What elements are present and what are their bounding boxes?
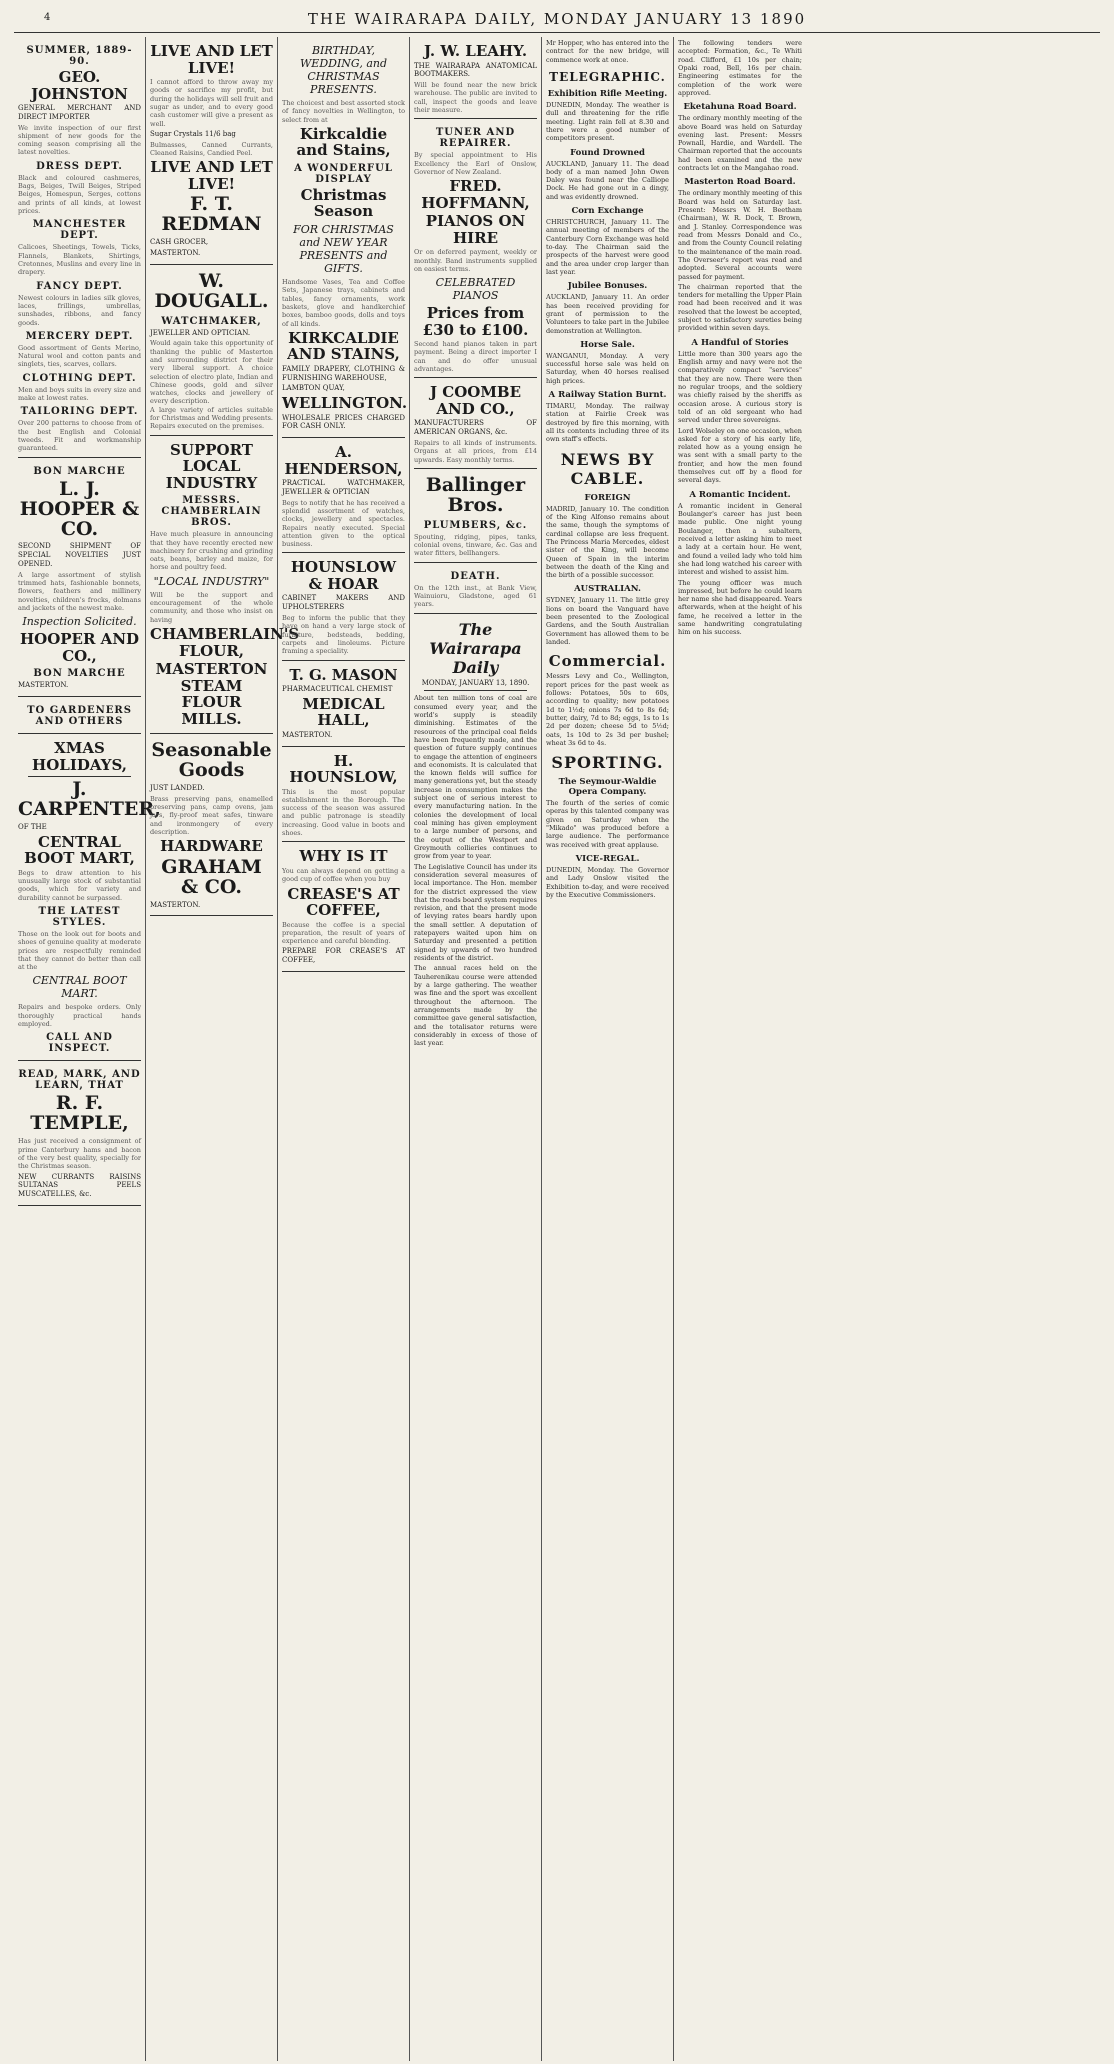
news-text: CHRISTCHURCH, January 11. The annual meeting of members of the Canterbury Corn Exchange was held to-day. The Chairman said the prospects of the harvest were good and the area under crop larger than last year. [546, 218, 669, 276]
jeweller-optician: JEWELLER AND OPTICIAN. [150, 328, 251, 337]
news-text: The ordinary monthly meeting of the above Board was held on Saturday evening last. Present: Messrs Pownall, Hardie, and Wardell. The Chairman reported that the accounts had been examined and the new contracts let on the Mangahao road. [678, 114, 802, 173]
ad-hooper [18, 458, 141, 697]
editorial-flag: The Wairarapa Daily [429, 619, 522, 677]
foreign-heading: FOREIGN [584, 492, 631, 503]
filler-text: Will be the support and encouragement of the whole community, and those who insist on having [150, 590, 273, 624]
chamberlain-flour: CHAMBERLAIN'S FLOUR, [150, 625, 300, 660]
ad-hounslow [282, 747, 405, 843]
christmas-season: Christmas Season [300, 185, 387, 221]
medical-hall: MEDICAL HALL, [302, 694, 385, 730]
filler-text: Men and boys suits in every size and make at lowest rates. [18, 385, 141, 403]
column-1 [14, 37, 161, 2061]
ad-hoffmann [414, 119, 537, 378]
editorial-text: The annual races held on the Tauherenikau course were attended by a large gathering. The weather was fine and the sport was excellent throughout the afternoon. The arrangements made by the committee gave general satisfaction, and the totalisator returns were considerably in excess of those of last year. [414, 964, 537, 1048]
manchester-dept: MANCHESTER DEPT. [32, 219, 127, 242]
australian-heading: AUSTRALIAN. [574, 584, 641, 595]
medical-hall-place: MASTERTON. [282, 730, 333, 739]
hounslow-name: H. HOUNSLOW, [289, 751, 398, 786]
cash-grocer: CASH GROCER, [150, 238, 209, 247]
central-boot-mart-2: CENTRAL BOOT MART. [32, 974, 127, 1001]
pharm-chemist: PHARMACEUTICAL CHEMIST [282, 685, 393, 693]
filler-text: Bulmasses, Canned Currants, Cleaned Raisins, Candied Peel. [150, 140, 273, 157]
fancy-dept: FANCY DEPT. [36, 280, 123, 292]
ad-graham [150, 734, 273, 916]
filler-text: Brass preserving pans, enamelled preserving pans, camp ovens, jam jars, fly-proof meat safes, tinware and ironmongery of every description. [150, 794, 273, 836]
hooper-name-2: HOOPER AND CO., [19, 630, 140, 665]
ad-coombe [414, 378, 537, 468]
filler-text: Over 200 patterns to choose from of the best English and Colonial tweeds. Fit and workmanship guaranteed. [18, 419, 141, 453]
johnston-sub: GENERAL MERCHANT AND DIRECT IMPORTER [18, 104, 141, 121]
news-text: Lord Wolseley on one occasion, when asked for a story of his early life, related how as a young ensign he was sent with a small party to the frontier, and how the men found themselves cut off by a flood for several days. [678, 426, 802, 485]
redman-place: MASTERTON. [150, 248, 201, 257]
prices-range: Prices from £30 to £100. [422, 304, 529, 339]
latest-styles: THE LATEST STYLES. [38, 905, 121, 928]
notice-death [414, 563, 537, 614]
news-text: DUNEDIN, Monday. The weather is dull and threatening for the rifle meeting. Light rain fell at 8.30 and there were a good number of competitors present. [546, 100, 669, 143]
hoar-sub: CABINET MAKERS AND UPHOLSTERERS [282, 594, 405, 612]
bon-marche-heading-2: BON MARCHE [33, 668, 126, 680]
handful-heading: A Handful of Stories [691, 337, 789, 348]
chamberlain-bros: MESSRS. CHAMBERLAIN BROS. [161, 495, 262, 529]
read-mark: READ, MARK, AND LEARN, THAT [18, 1069, 141, 1092]
hooper-place: MASTERTON. [18, 681, 69, 690]
jubilee-heading: Jubilee Bonuses. [567, 281, 648, 292]
family-drapery: FAMILY DRAPERY, CLOTHING & FURNISHING WAREHOUSE, [282, 364, 405, 382]
filler-text: Repairs to all kinds of instruments. Organs at all prices, from £14 upwards. Easy monthly terms. [414, 438, 537, 464]
news-text: TIMARU, Monday. The railway station at Fairlie Creek was destroyed by fire this morning, with all its contents including three of its own staff's effects. [546, 402, 669, 444]
tailoring-dept: TAILORING DEPT. [20, 406, 139, 418]
divider [424, 690, 527, 691]
ad-redman [150, 37, 273, 265]
second-shipment: SECOND SHIPMENT OF SPECIAL NOVELTIES JUST OPENED. [18, 542, 141, 568]
filler-text: Have much pleasure in announcing that they have recently erected new machinery for crushing and grinding oats, beans, barley and maize, for horse and poultry feed. [150, 530, 273, 572]
seasonable-goods: Seasonable Goods [151, 739, 272, 781]
ad-dougall [150, 265, 273, 436]
news-text: The young officer was much impressed, but before he could learn her name she had disappeared. Years afterwards, when at the height of his fame, he received a letter in the same handwriting congratulating him on his success. [678, 578, 802, 637]
found-drowned-heading: Found Drowned [570, 147, 645, 158]
ad-mason [282, 661, 405, 747]
summer-heading: SUMMER, 1889-90. [26, 45, 133, 67]
filler-text: Handsome Vases, Tea and Coffee Sets, Japanese trays, cabinets and tables, fancy ornaments, work baskets, glove and handkerchief boxes, bamboo goods, dolls and toys of all kinds. [282, 277, 405, 328]
coombe-sub: MANUFACTURERS OF AMERICAN ORGANS, &c. [414, 419, 537, 437]
filler-text: A large variety of articles suitable for Christmas and Wedding presents. Repairs executed on the premises. [150, 405, 273, 431]
news-text: The following tenders were accepted: Formation, &c., Te Whiti road. Clifford, £1 10s per chain; Opaki road, Bell, 16s per chain. Engineering estimates for the completion of the work were approved. [678, 39, 802, 97]
steam-flour-mills: MASTERTON STEAM FLOUR MILLS. [155, 660, 268, 728]
live-let-live: LIVE AND LET LIVE! [150, 42, 273, 77]
railway-heading: A Railway Station Burnt. [548, 390, 667, 401]
gardeners-heading: TO GARDENERS AND OTHERS [27, 705, 132, 727]
filler-text: Has just received a consignment of prime Canterbury hams and bacon of the very best quality, specially for the Christmas season. [18, 1137, 141, 1171]
filler-text: We invite inspection of our first shipment of new goods for the coming season comprising all the latest novelties. [18, 123, 141, 157]
filler-text: Begs to notify that he has received a splendid assortment of watches, clocks, jewellery and spectacles. Repairs neatly executed. Special attention given to the optical business. [282, 498, 405, 549]
lambton-quay: LAMBTON QUAY, [282, 384, 345, 393]
ad-hounslow-hoar [282, 553, 405, 660]
call-inspect: CALL AND INSPECT. [46, 1032, 113, 1055]
news-text: The ordinary monthly meeting of this Board was held on Saturday last. Present: Messrs W. H. Beetham (Chairman), W. R. Dock, T. Brown, and J. Stanley. Correspondence was read from Messrs Donald and Co., and from the County Council relating to the maintenance of the main road. The Overseer's report was read and adopted. Several accounts were passed for payment. [678, 189, 802, 281]
just-landed: JUST LANDED. [150, 783, 205, 792]
column-3 [278, 37, 410, 2061]
corn-exchange-heading: Corn Exchange [571, 206, 644, 217]
central-boot-mart: CENTRAL BOOT MART, [24, 832, 135, 868]
hardware: HARDWARE [160, 837, 263, 856]
news-text: The fourth of the series of comic operas by this talented company was given on Saturday when the "Mikado" was produced before a large audience. The performance was received with great applause. [546, 799, 669, 849]
columns [14, 37, 1100, 2061]
mercery-dept: MERCERY DEPT. [25, 330, 134, 342]
telegraphic-heading: TELEGRAPHIC. [549, 69, 666, 84]
new-year-presents: FOR CHRISTMAS and NEW YEAR PRESENTS and GIFTS. [293, 222, 394, 275]
column-6 [674, 37, 806, 2061]
clothing-dept: CLOTHING DEPT. [22, 372, 137, 384]
filler-text: You can always depend on getting a good cup of coffee when you buy [282, 866, 405, 884]
ad-ballinger [414, 469, 537, 563]
filler-text: Beg to inform the public that they have on hand a very large stock of furniture, bedsteads, bedding, carpets and linoleums. Picture framing a speciality. [282, 613, 405, 656]
column-5 [542, 37, 674, 2061]
ad-chamberlain [150, 436, 300, 734]
news-text: The chairman reported that the tenders for metalling the Upper Plain road had been received and it was resolved that the lowest be accepted, subject to satisfactory sureties being provided within seven days. [678, 282, 802, 333]
filler-text: I cannot afford to throw away my goods or sacrifice my profit, but during the holidays will sell fruit and sugar as under, and to every good cash customer will give a present as well. [150, 78, 273, 128]
sugar-price: Sugar Crystals 11/6 bag [150, 129, 236, 138]
news-text: Little more than 300 years ago the English army and navy were not the comparatively compact "services" that they are now. There were then no regular troops, and the soldiery was chiefly raised by the sheriffs as occasion arose. A curious story is told of an old sergeant who had served under three sovereigns. [678, 349, 802, 425]
filler-text: Calicoes, Sheetings, Towels, Ticks, Flannels, Blankets, Shirtings, Cretonnes, Muslins and every line in drapery. [18, 243, 141, 277]
kirkcaldie-name: Kirkcaldie and Stains, [296, 124, 391, 160]
ad-henderson [282, 438, 405, 553]
carpenter-name: J. CARPENTER, [18, 778, 161, 820]
prepare-crease: PREPARE FOR CREASE'S AT COFFEE, [282, 947, 405, 965]
filler-text: Begs to draw attention to his unusually large stock of substantial goods, which for variety and durability cannot be surpassed. [18, 868, 141, 902]
wonderful-display: A WONDERFUL DISPLAY [294, 162, 393, 185]
filler-text: This is the most popular establishment in the Borough. The success of the season was assured and public patronage is steadily increasing. Good value in boots and shoes. [282, 787, 405, 838]
leahy-name: J. W. LEAHY. [423, 42, 528, 60]
henderson-sub: PRACTICAL WATCHMAKER, JEWELLER & OPTICIAN [282, 479, 405, 496]
news-text: DUNEDIN, Monday. The Governor and Lady Onslow visited the Exhibition to-day, and were received by the Executive Commissioners. [546, 866, 669, 899]
vice-regal-heading: VICE-REGAL. [575, 854, 640, 864]
sporting-heading: SPORTING. [551, 753, 664, 773]
filler-text: Would again take this opportunity of thanking the public of Masterton and surrounding district for their very liberal support. A choice selection of electro plate, Indian and Chinese goods, gold and silver watches, clocks and jewellery of every description. [150, 339, 273, 406]
support-local-industry: SUPPORT LOCAL INDUSTRY [165, 440, 258, 492]
why-is-it: WHY IS IT [299, 847, 388, 866]
local-industry: "LOCAL INDUSTRY" [153, 574, 270, 588]
filler-text: Second hand pianos taken in part payment. Being a direct importer I can and do offer unusual advantages. [414, 340, 537, 374]
news-text: AUCKLAND, January 11. The dead body of a man named John Owen Daley was found near the Calliope Dock. He had gone out in a dingy, and was evidently drowned. [546, 159, 669, 201]
xmas-holidays: XMAS HOLIDAYS, [32, 739, 127, 774]
ad-johnston [18, 37, 141, 458]
news-by-cable: NEWS BY CABLE. [560, 449, 655, 488]
filler-text: Newest colours in ladies silk gloves, laces, frillings, umbrellas, sunshades, ribbons, and fancy goods. [18, 293, 141, 327]
crease-coffee: CREASE'S AT COFFEE, [287, 884, 400, 919]
plumbers: PLUMBERS, &c. [423, 519, 528, 531]
editorial-text: About ten million tons of coal are consumed every year, and the world's supply is steadily diminishing. Estimates of the resources of the principal coal fields have been frequently made, and the question of future supply continues to engage the attention of engineers and economists. It is calculated that the known fields will suffice for many generations yet, but the steady increase in consumption makes the subject one of serious interest to every manufacturing nation. In the colonies the development of local coal mining has given employment to a large number of persons, and the output of the Westport and Greymouth collieries continues to grow from year to year. [414, 694, 537, 861]
divider [28, 776, 131, 777]
graham-name: GRAHAM & CO. [161, 855, 262, 898]
dress-dept: DRESS DEPT. [36, 160, 123, 172]
leahy-sub: THE WAIRARAPA ANATOMICAL BOOTMAKERS. [414, 61, 537, 79]
bon-marche-heading: BON MARCHE [33, 465, 126, 477]
presents-heading: BIRTHDAY, WEDDING, and CHRISTMAS PRESENTS. [299, 44, 388, 96]
horse-sale-heading: Horse Sale. [580, 339, 635, 350]
news-text: Messrs Levy and Co., Wellington, report prices for the past week as follows: Potatoes, 50s to 60s, according to quality; new potatoes 1d to 1½d; onions 7s 6d to 8s 6d; butter, dairy, 7d to 8d; eggs, 1s to 1s 2d per dozen; cheese 5d to 5½d; oats, 1s 10d to 2s 3d per bushel; wheat 3s 6d to 4s. [546, 672, 669, 747]
hounslow-hoar-name: HOUNSLOW & HOAR [290, 558, 397, 593]
column-2 [146, 37, 300, 2061]
filler-text: Because the coffee is a special preparation, the result of years of experience and careful blending. [282, 920, 405, 946]
filler-text: A large assortment of stylish trimmed hats, fashionable bonnets, flowers, feathers and millinery novelties, children's frocks, dolmans and jackets of the newest make. [18, 570, 141, 612]
ad-temple [18, 1061, 141, 1205]
mason-name: T. G. MASON [289, 665, 398, 684]
redman-name: F. T. REDMAN [161, 193, 262, 236]
filler-text: Repairs and bespoke orders. Only thoroughly practical hands employed. [18, 1003, 141, 1029]
filler-text: Those on the look out for boots and shoes of genuine quality at moderate prices are respectfully reminded that they cannot do better than call at the [18, 929, 141, 972]
henderson-name: A. HENDERSON, [284, 443, 403, 478]
new-fruits: NEW CURRANTS RAISINS SULTANAS PEELS MUSCATELLES, &c. [18, 1172, 141, 1198]
ad-gardeners [18, 697, 141, 734]
kirkcaldie-name-2: KIRKCALDIE AND STAINS, [287, 328, 400, 364]
celebrated-pianos: CELEBRATED PIANOS [435, 276, 516, 303]
graham-place: MASTERTON. [150, 900, 201, 909]
editorial-text: The Legislative Council has under its consideration several measures of local importance. The Hon. member for the district expressed the view that the roads board system requires revision, and that the present mode of levying rates bears hardly upon the small settler. A deputation of ratepayers waited upon him on Saturday and presented a petition signed by upwards of two hundred residents of the district. [414, 862, 537, 962]
news-text: SYDNEY, January 11. The little grey lions on board the Vanguard have been presented to the Zoological Gardens, and the South Australian Government has allowed them to be landed. [546, 596, 669, 646]
masthead [14, 6, 1100, 33]
of-the: OF THE [18, 822, 47, 831]
filler-text: Good assortment of Gents Merino, Natural wool and cotton pants and singlets, ties, scarves, collars. [18, 343, 141, 369]
news-text: MADRID, January 10. The condition of the King Alfonso remains about the same, though the symptoms of cardinal collapse are less frequent. The Princess Maria Mercedes, eldest sister of the King, will become Queen of Spain in the interim between the death of the King and the birth of a possible successor. [546, 504, 669, 580]
wholesale-prices: WHOLESALE PRICES CHARGED FOR CASH ONLY. [282, 413, 405, 431]
eketahuna-heading: Eketahuna Road Board. [683, 102, 797, 113]
news-text: WANGANUI, Monday. A very successful horse sale was held on Saturday, when 40 horses realised high prices. [546, 351, 669, 385]
filler-text: Black and coloured cashmeres, Bags, Beiges, Twill Beiges, Striped Beiges, Homespun, Serges, cottons and prints of all kinds, at lowest prices. [18, 173, 141, 215]
filler-text: The choicest and best assorted stock of fancy novelties in Wellington, to select from at [282, 99, 405, 124]
filler-text: On the 12th inst., at Bank View, Wainuioru, Gladstone, aged 61 years. [414, 583, 537, 609]
wellington: WELLINGTON. [282, 394, 408, 413]
watchmaker: WATCHMAKER, [161, 315, 262, 327]
road-board-heading: Masterton Road Board. [684, 177, 796, 188]
page-number: 4 [44, 12, 51, 23]
hoffmann-name: FRED. HOFFMANN, [421, 177, 530, 212]
filler-text: Spouting, ridging, pipes, tanks, colonial ovens, tinware, &c. Gas and water fitters, bellhangers. [414, 532, 537, 558]
opera-heading: The Seymour-Waldie Opera Company. [558, 777, 657, 798]
coombe-name: J COOMBE AND CO., [429, 383, 522, 418]
news-text: AUCKLAND, January 11. An order has been received providing for grant of permission to the Volunteers to take part in the Jubilee demonstration at Wellington. [546, 293, 669, 335]
filler-text: Or on deferred payment, weekly or monthly. Band instruments supplied on easiest terms. [414, 248, 537, 273]
tuner-repairer: TUNER AND REPAIRER. [435, 127, 516, 150]
dougall-name: W. DOUGALL. [154, 269, 269, 312]
romantic-heading: A Romantic Incident. [689, 489, 791, 500]
filler-text: Will be found near the new brick warehouse. The public are invited to call, inspect the goods and leave their measure. [414, 81, 537, 114]
news-text: A romantic incident in General Boulanger's career has just been made public. One night young Boulanger, then a subaltern, received a letter asking him to meet a lady at a certain hour. He went, and found a veiled lady who told him she had long watched his career with interest and wished to assist him. [678, 501, 802, 577]
news-text: Mr Hopper, who has entered into the contract for the new bridge, will commence work at once. [546, 39, 669, 64]
death-heading: DEATH. [450, 570, 501, 582]
exhibition-heading: Exhibition Rifle Meeting. [547, 88, 668, 99]
hooper-name: L. J. HOOPER & CO. [19, 477, 140, 540]
ad-carpenter [18, 734, 161, 1061]
ad-crease [282, 842, 405, 972]
live-let-live-2: LIVE AND LET LIVE! [150, 158, 273, 193]
inspection-solicited: Inspection Solicited. [22, 615, 137, 629]
editorial-dateline: MONDAY, JANUARY 13, 1890. [421, 678, 530, 687]
pianos-on-hire: PIANOS ON HIRE [425, 212, 526, 247]
temple-name: R. F. TEMPLE, [30, 1092, 129, 1135]
commercial-heading: Commercial. [548, 652, 667, 671]
johnston-name: GEO. JOHNSTON [31, 68, 128, 103]
newspaper-title: THE WAIRARAPA DAILY, MONDAY JANUARY 13 1890 [307, 10, 807, 28]
filler-text: By special appointment to His Excellency the Earl of Onslow, Governor of New Zealand. [414, 151, 537, 176]
ad-kirkcaldie [282, 37, 408, 438]
ad-leahy [414, 37, 537, 119]
ballinger-name: Ballinger Bros. [425, 473, 526, 516]
column-4 [410, 37, 542, 2061]
